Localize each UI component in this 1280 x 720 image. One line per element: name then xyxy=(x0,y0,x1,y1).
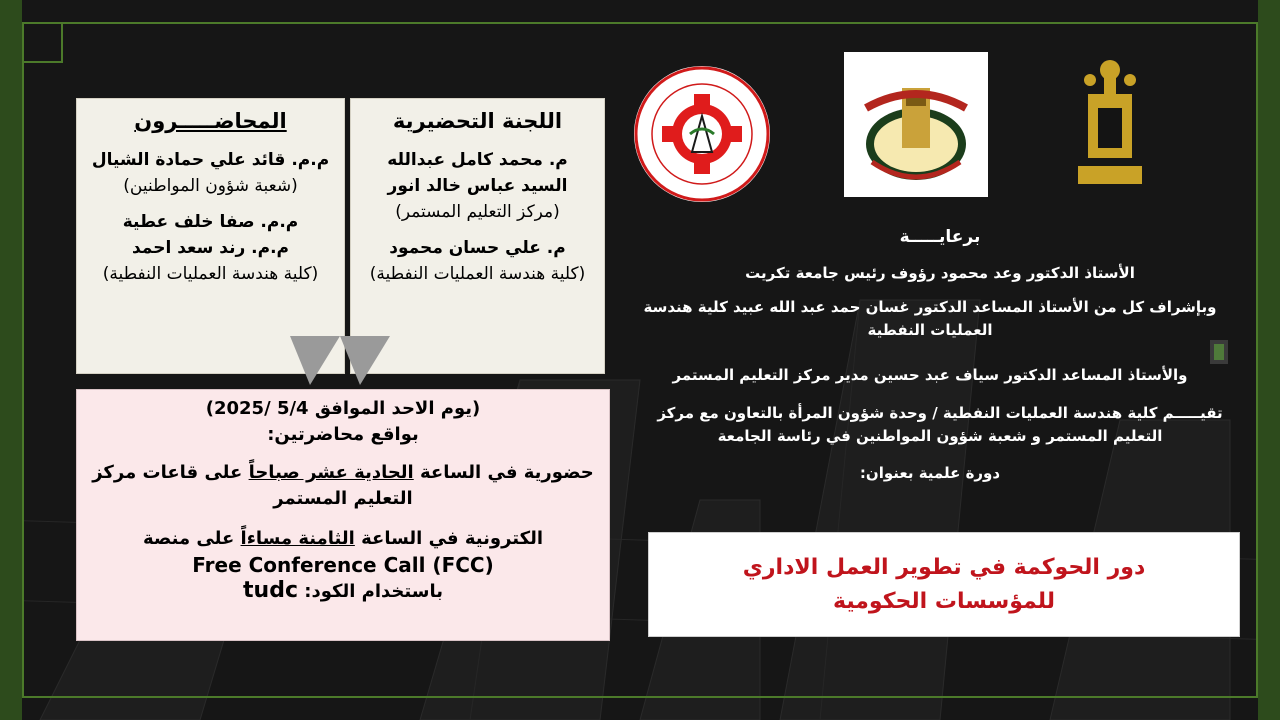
lecturer-dept: (كلية هندسة العمليات النفطية) xyxy=(102,264,319,284)
connector-arrows xyxy=(280,330,400,390)
online-pre: الكترونية في الساعة xyxy=(354,528,544,549)
code-line xyxy=(77,578,609,605)
schedule-lectures: بواقع محاضرتين: xyxy=(267,424,419,445)
lecturer-dept: (شعبة شؤون المواطنين) xyxy=(123,176,298,196)
tikrit-university-logo xyxy=(1074,54,1146,194)
online-time: الثامنة مساءاً xyxy=(240,528,355,549)
supervision-line: وبإشراف كل من الأستاذ المساعد الدكتور غسان حمد عبد الله عبيد كلية هندسة العمليات النفطية xyxy=(643,298,1217,339)
committee-member: (مركز التعليم المستمر) xyxy=(395,202,560,222)
lecturer-name: م.م. قائد علي حمادة الشيال xyxy=(91,150,330,170)
committee-member: م. علي حسان محمود xyxy=(389,238,566,258)
committee-member: السيد عباس خالد انور xyxy=(387,176,568,196)
schedule-card xyxy=(76,389,610,641)
online-post: على منصة xyxy=(142,528,241,549)
corner-notch xyxy=(22,22,72,72)
lecturer-name: م.م. رند سعد احمد xyxy=(131,238,289,258)
inperson-pre: حضورية في الساعة xyxy=(413,462,594,483)
course-title: دور الحوكمة في تطوير العمل الاداري للمؤسسات الحكومية xyxy=(742,554,1146,614)
course-title-card xyxy=(648,532,1240,637)
committee-member: (كلية هندسة العمليات النفطية) xyxy=(369,264,586,284)
code-label: باستخدام الكود: xyxy=(304,581,443,602)
platform-name: Free Conference Call (FCC) xyxy=(192,553,494,577)
right-edge-band xyxy=(1258,0,1280,720)
lecturer-name: م.م. صفا خلف عطية xyxy=(122,212,299,232)
course-intro: دورة علمية بعنوان: xyxy=(859,464,1001,482)
lecturers-title: المحاضـــــرون xyxy=(134,109,287,133)
continuing-education-center-logo xyxy=(844,52,988,197)
organizer-line: تقيـــــم كلية هندسة العمليات النفطية / وحدة شؤون المرأة بالتعاون مع مركز التعليم المستمر و شعبة شؤون المواطنين في رئاسة الجامعة xyxy=(657,404,1223,445)
schedule-online xyxy=(77,526,609,552)
inperson-time: الحادية عشر صباحاً xyxy=(248,462,414,483)
petroleum-college-logo xyxy=(632,64,772,204)
committee-title: اللجنة التحضيرية xyxy=(392,109,563,133)
inperson-post: على قاعات مركز التعليم المستمر xyxy=(92,462,413,509)
sponsor-line: الأستاذ الدكتور وعد محمود رؤوف رئيس جامعة تكريت xyxy=(745,264,1135,282)
access-code: tudc xyxy=(243,578,298,603)
left-edge-band xyxy=(0,0,22,720)
supervision-line-2: والأستاذ المساعد الدكتور سياف عبد حسين مدير مركز التعليم المستمر xyxy=(672,366,1188,384)
sponsor-label: برعايـــــة xyxy=(899,227,981,247)
schedule-date: (يوم الاحد الموافق 5/4 /2025) xyxy=(205,398,481,419)
committee-member: م. محمد كامل عبدالله xyxy=(387,150,568,170)
schedule-inperson xyxy=(77,460,609,512)
